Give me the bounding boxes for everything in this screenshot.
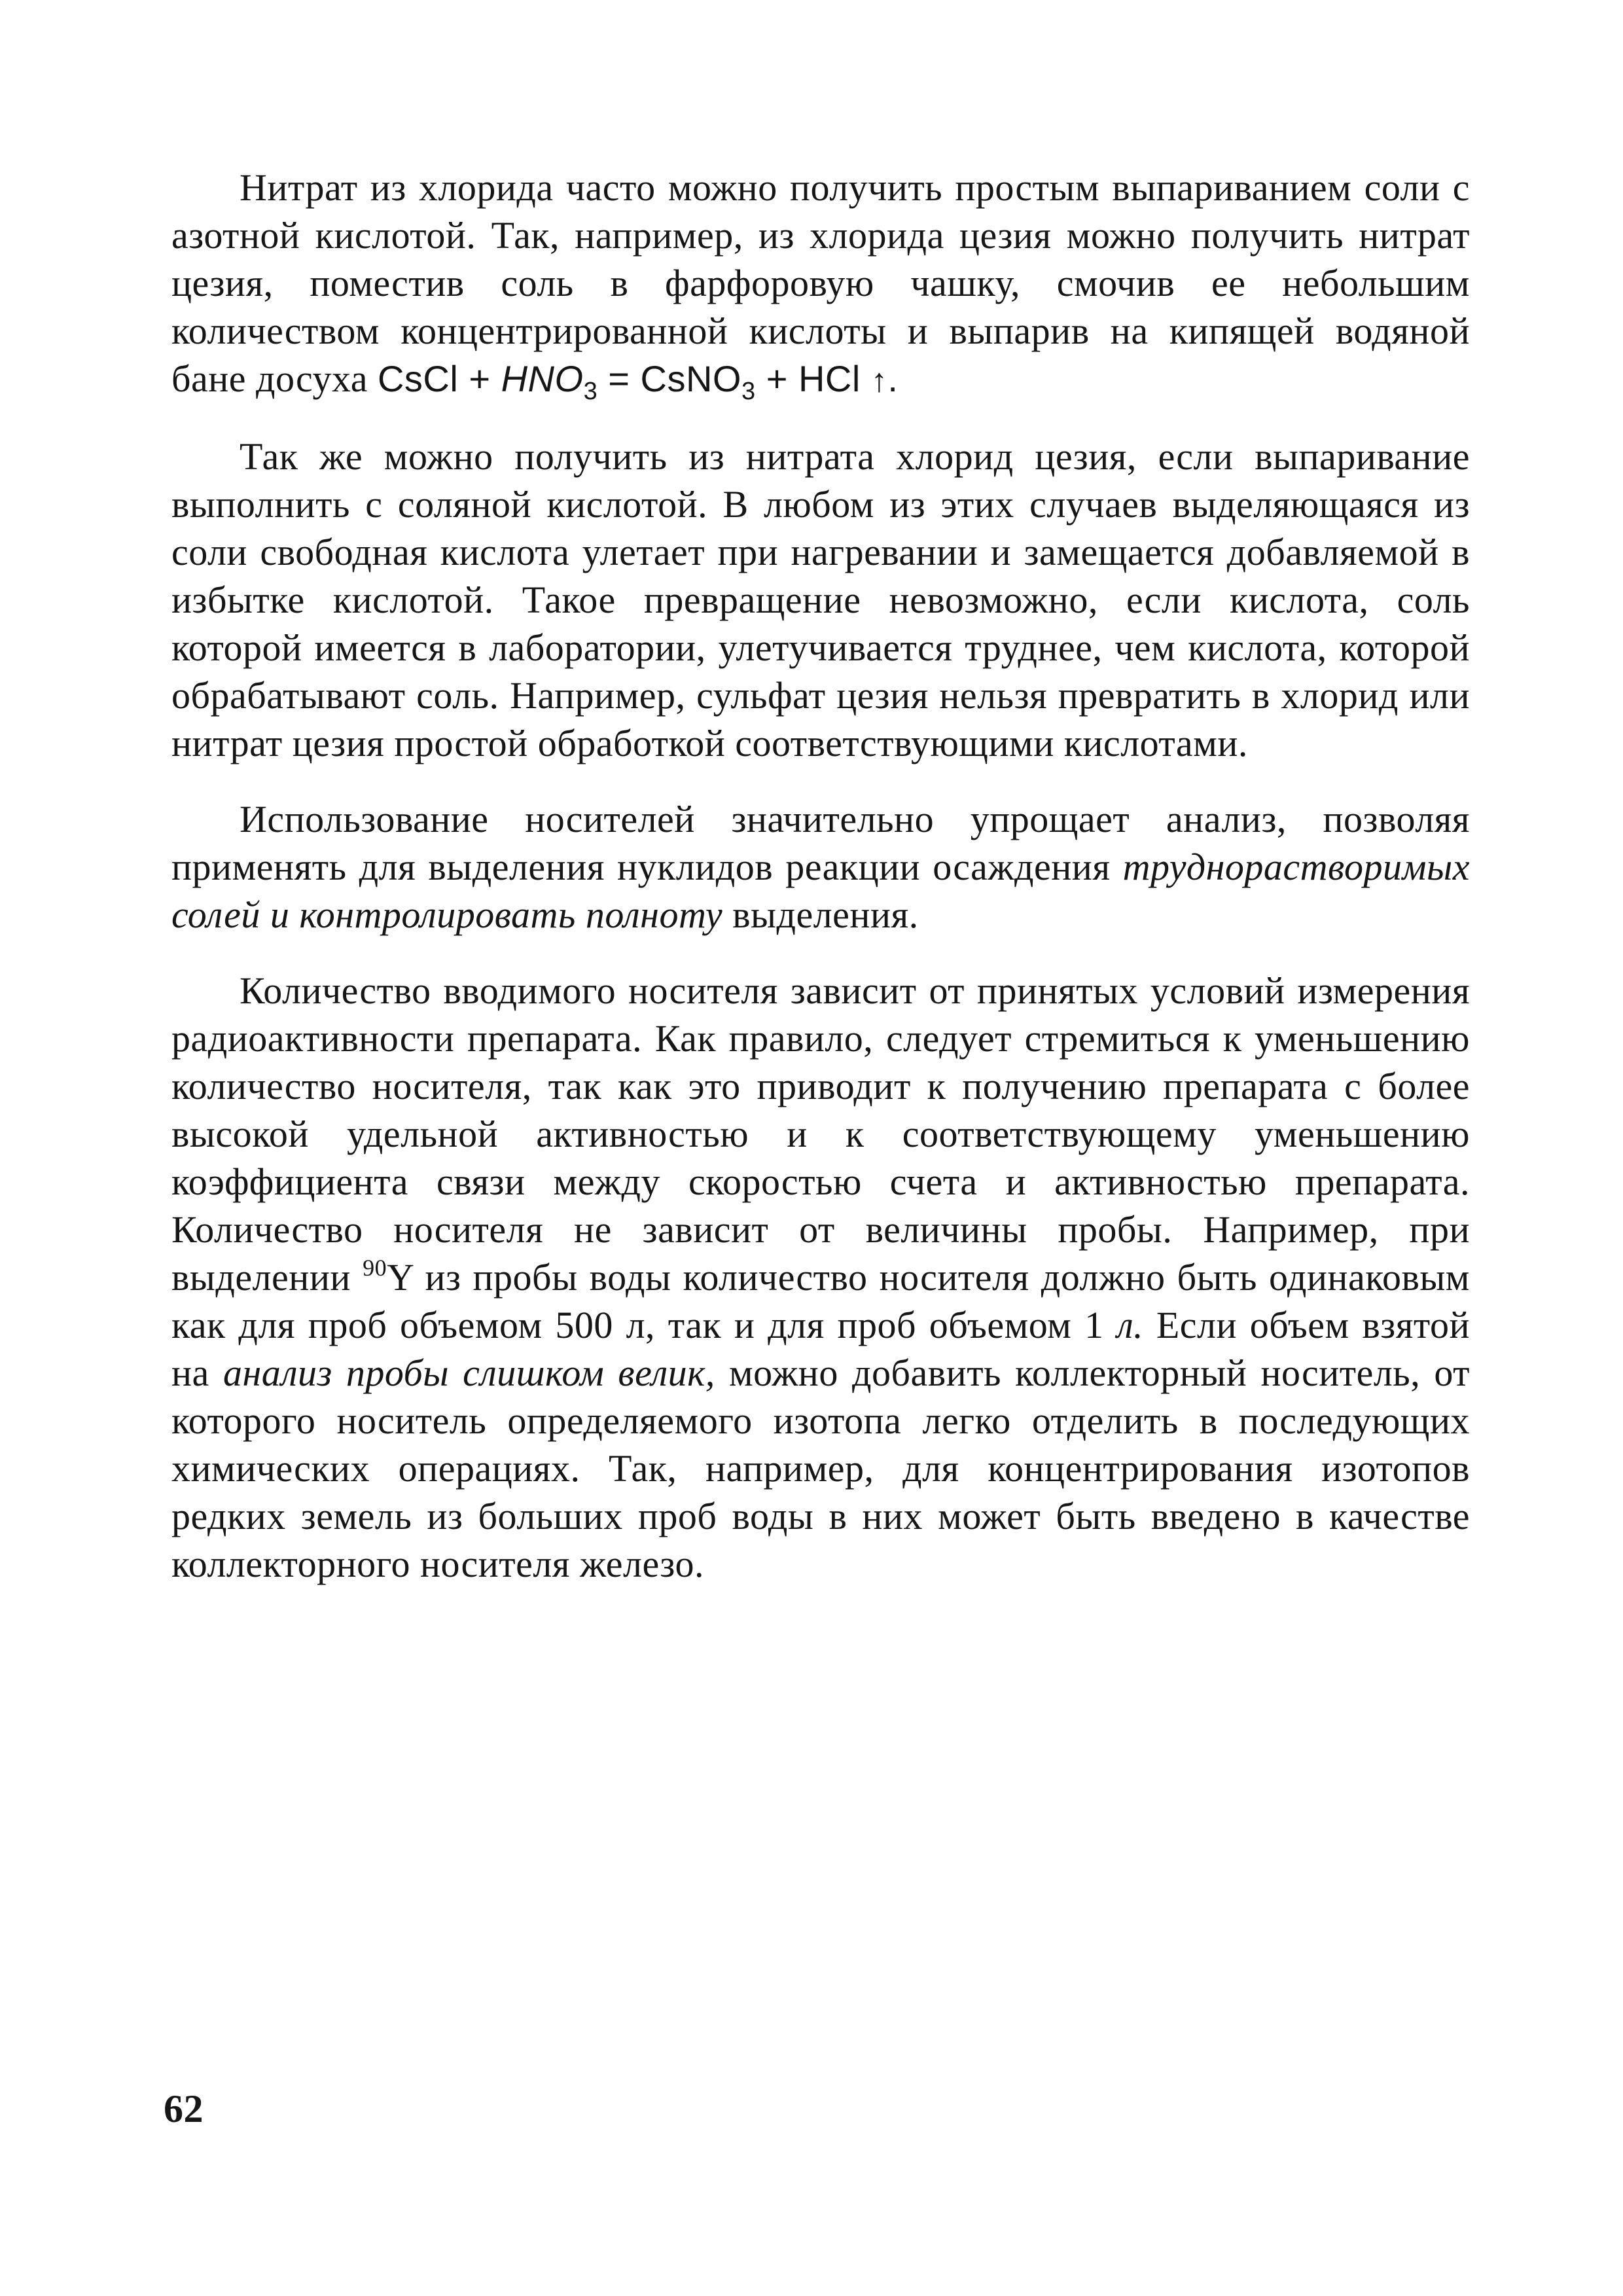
reactant-hno3 (501, 358, 598, 405)
formula-hno: HNO (501, 358, 584, 399)
isotope-y90 (363, 1256, 413, 1299)
chemical-equation (377, 358, 899, 405)
paragraph-text: из пробы воды количество носителя должно быть одинаковым как для проб объемом 500 л, так и для проб объемом 1 (171, 1256, 1471, 1346)
page-number: 62 (164, 2087, 204, 2130)
equals-sign: = (608, 358, 630, 399)
paragraph-text: выделения. (732, 893, 919, 936)
paragraph-text: можно добавить коллекторный носитель, от которого носитель определяемого изотопа легко отделить в последующих химических операциях. Так, например, для концентрирования изотопов редких земель из больших проб воды в них может быть введено в качестве коллекторного носителя железо. (171, 1352, 1470, 1585)
paragraph-text: Количество вводимого носителя зависит от принятых условий измерения радиоактивности препарата. Как правило, следует стремиться к уменьшению количество носителя, так как это приводит к получению препарата с более высокой удельной активностью и к соответствующему уменьшению коэффициента связи между скоростью счета и активностью препарата. Количество носителя не зависит от величины пробы. Например, при выделении (171, 969, 1470, 1299)
emphasis-text: труднорастворимых солей и контролировать полноту (171, 846, 1471, 936)
gas-arrow-icon: ↑ (870, 362, 888, 399)
paragraph-carriers (171, 795, 1470, 939)
formula-csno: CsNO (640, 358, 741, 399)
subscript: 3 (741, 378, 756, 405)
unit-liter: л. (1116, 1304, 1144, 1346)
product-csno3 (640, 358, 756, 405)
mass-number: 90 (363, 1255, 387, 1281)
paragraph-text: Использование носителей значительно упрощает анализ, позволяя применять для выделения нуклидов реакции осаждения (171, 798, 1470, 888)
paragraph-carrier-amount (171, 967, 1470, 1588)
equation-period: . (887, 358, 899, 399)
plus-sign: + (469, 358, 491, 399)
subscript: 3 (583, 378, 598, 405)
page-body (171, 164, 1470, 1616)
paragraph-nitrate-from-chloride (171, 164, 1470, 404)
plus-sign: + (766, 358, 788, 399)
element-symbol: Y (387, 1256, 414, 1299)
paragraph-text: Если объем взятой на (171, 1304, 1471, 1394)
product-hcl: HCl (798, 358, 861, 399)
reactant-cscl: CsCl (377, 358, 459, 399)
emphasis-text: анализ пробы слишком велик, (223, 1352, 715, 1394)
paragraph-chloride-from-nitrate (171, 433, 1470, 767)
paragraph-text: Так же можно получить из нитрата хлорид цезия, если выпаривание выполнить с соляной кислотой. В любом из этих случаев выделяющаяся из соли свободная кислота улетает при нагревании и замещается добавляемой в избытке кислотой. Такое превращение невозможно, если кислота, соль которой имеется в лаборатории, улетучивается труднее, чем кислота, которой обрабатывают соль. Например, сульфат цезия нельзя превратить в хлорид или нитрат цезия простой обработкой соответствующими кислотами. (171, 435, 1470, 764)
paragraph-text: Нитрат из хлорида часто можно получить простым выпариванием соли с азотной кислотой. Так, например, из хлорида цезия можно получить нитрат цезия, поместив соль в фарфоровую чашку, смочив ее небольшим количеством концентрированной кислоты и выпарив на кипящей водяной бане досуха (171, 166, 1470, 400)
